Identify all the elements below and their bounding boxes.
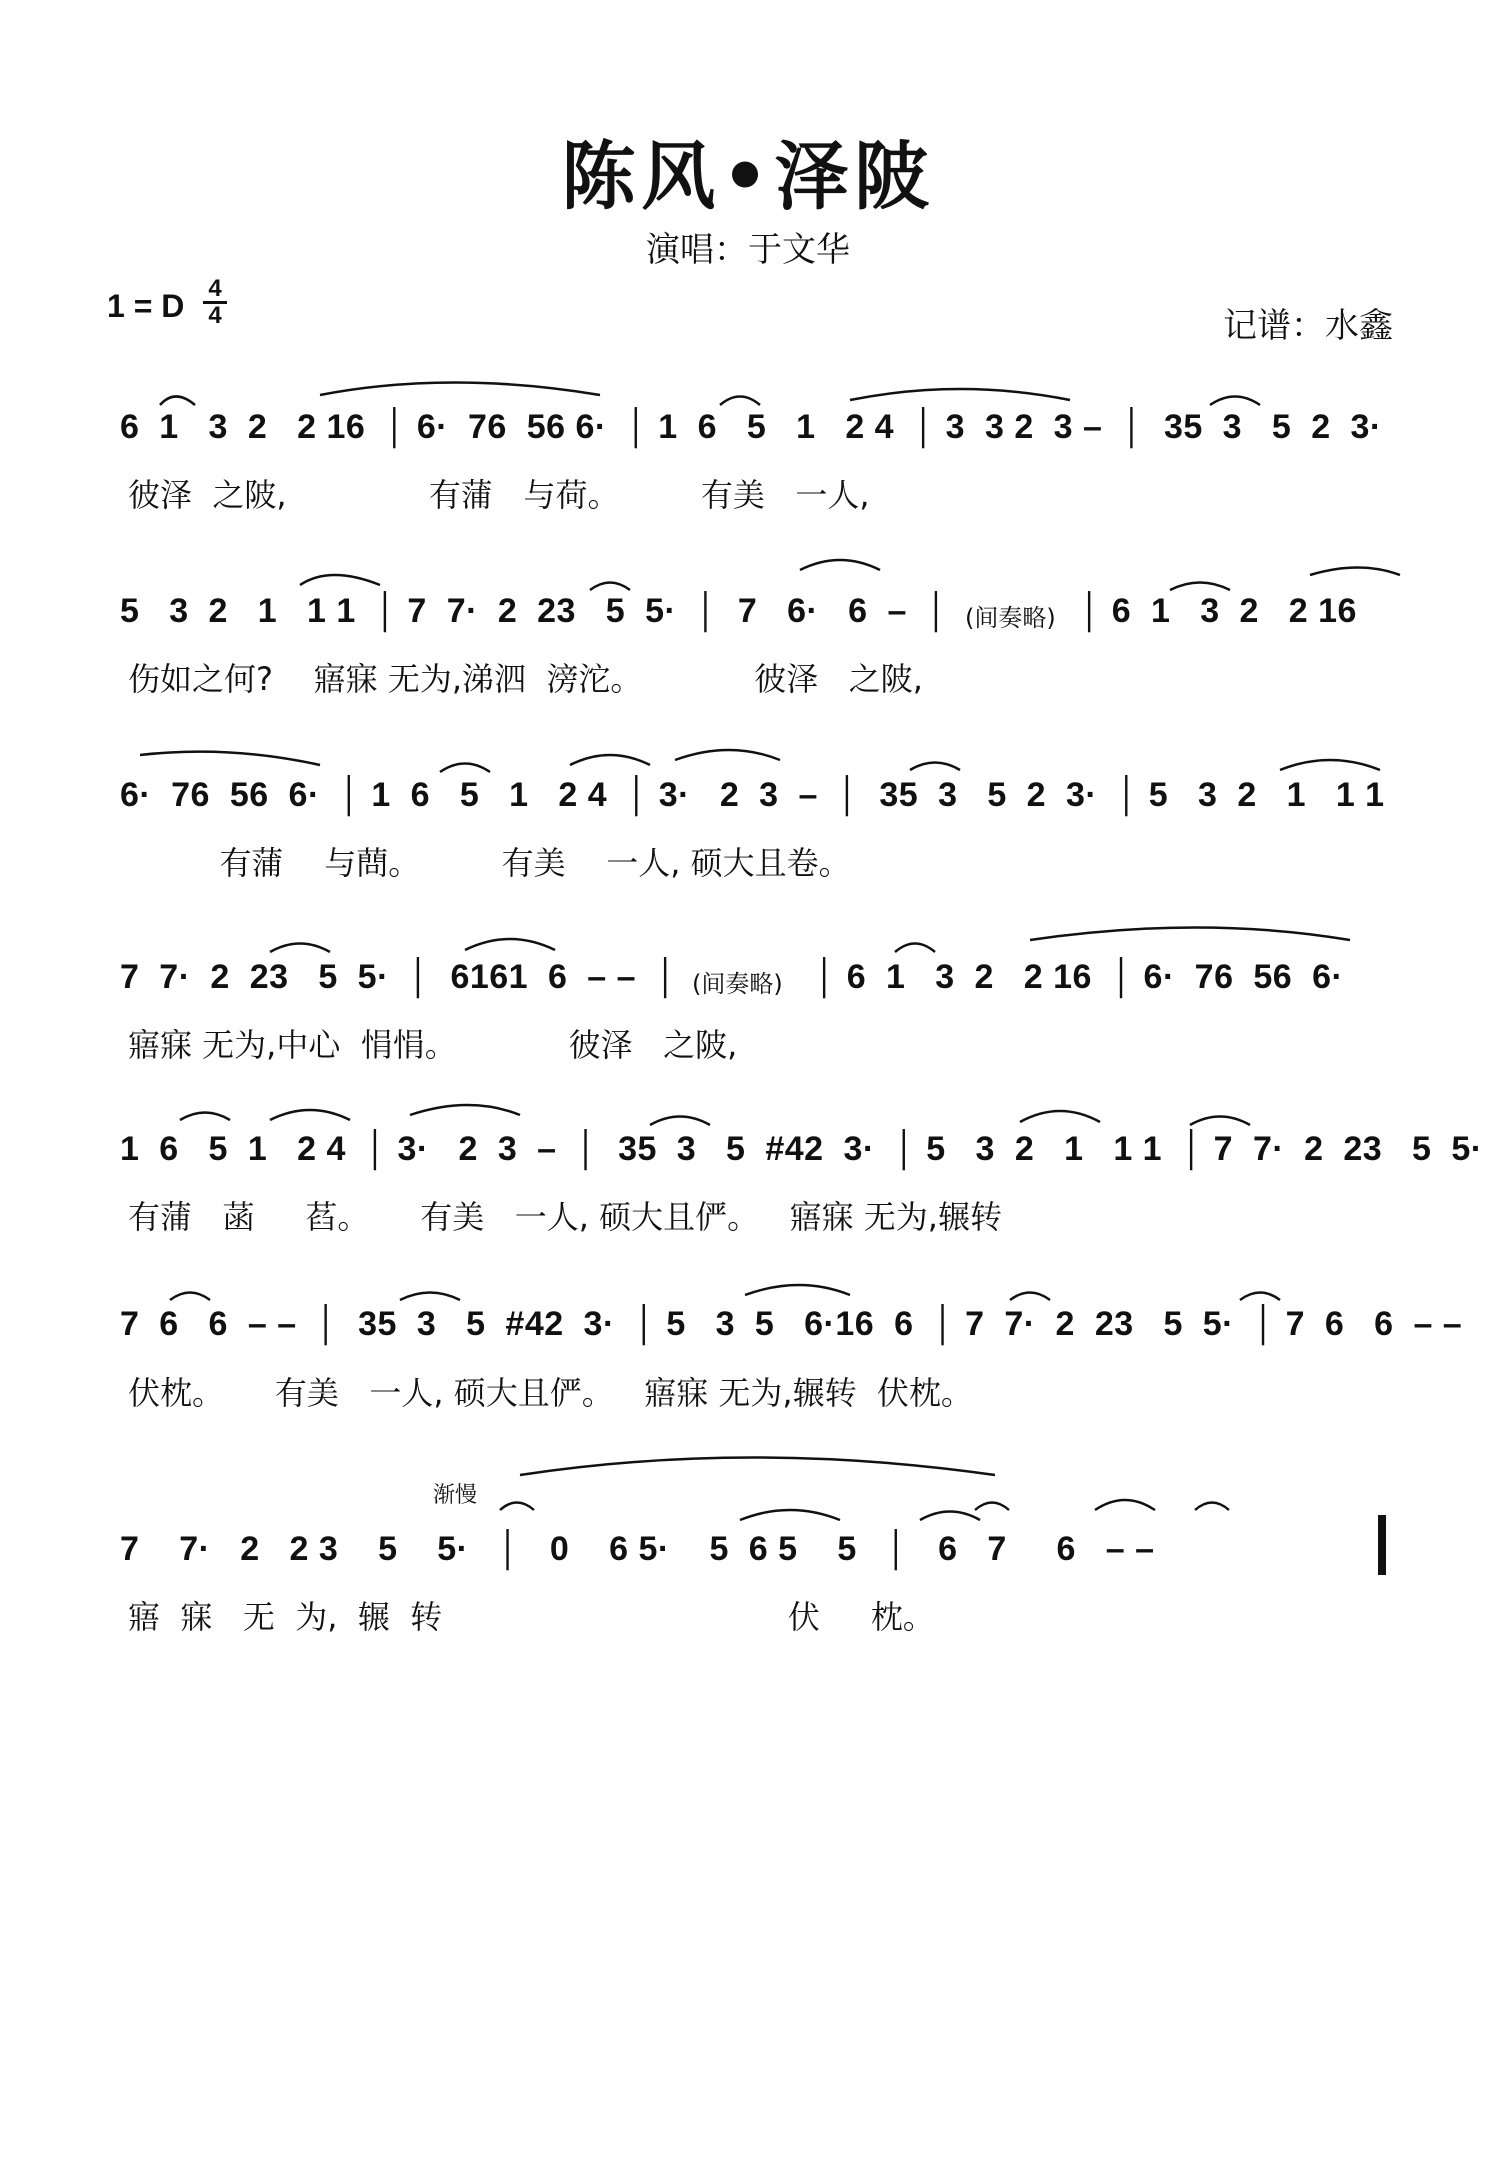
lyric-line-4: 寤寐 无为,中心 悁悁。 彼泽 之陂, (128, 1026, 738, 1064)
notation-line-1: 6 1 3 2 2 16 │ 6· 76 56 6· │ 1 6 5 1 2 4 │ 3 3 2 3 – │ 35 3 5 2 3· (120, 408, 1382, 446)
lyric-line-7: 寤 寐 无 为, 辗 转 伏 枕。 (128, 1598, 935, 1636)
lyric-line-5: 有蒲 菡 萏。 有美 一人, 硕大且俨。 寤寐 无为,辗转 (128, 1198, 1002, 1236)
notation-line-4b: │ 6 1 3 2 2 16 │ 6· 76 56 6· (815, 958, 1344, 996)
tempo-marking: 渐慢 (433, 1483, 478, 1508)
singer-credit: 演唱：于文华 (646, 230, 850, 270)
notation-line-7: 7 7· 2 2 3 5 5· │ 0 6 5· 5 6 5 5 │ 6 7 6 – – (120, 1530, 1155, 1568)
lyric-line-1: 彼泽 之陂, 有蒲 与荷。 有美 一人, (128, 476, 870, 514)
notation-line-4: 7 7· 2 23 5 5· │ 6161 6 – – │ (120, 958, 678, 996)
song-title: 陈风•泽陂 (561, 134, 935, 220)
notation-line-3: 6· 76 56 6· │ 1 6 5 1 2 4 │ 3· 2 3 – │ 35 3 5 2 3· │ 5 3 2 1 1 1 (120, 776, 1385, 814)
time-signature-top: 4 (208, 275, 222, 302)
time-signature-bottom: 4 (208, 302, 222, 329)
final-barline (1378, 1515, 1386, 1575)
notation-line-6: 7 6 6 – – │ 35 3 5 #42 3· │ 5 3 5 6·16 6 │ 7 7· 2 23 5 5· │ 7 6 6 – – (120, 1305, 1463, 1343)
interlude-label-2: (间奏略) (692, 970, 783, 998)
notation-line-2: 5 3 2 1 1 1 │ 7 7· 2 23 5 5· │ 7 6· 6 – │ (120, 592, 949, 630)
lyric-line-6: 伏枕。 有美 一人, 硕大且俨。 寤寐 无为,辗转 伏枕。 (128, 1374, 973, 1412)
transcriber-credit: 记谱：水鑫 (1223, 306, 1393, 346)
interlude-label-1: (间奏略) (965, 604, 1056, 632)
lyric-line-2: 伤如之何? 寤寐 无为,涕泗 滂沱。 彼泽 之陂, (128, 660, 923, 698)
key-signature: 1 = D (107, 288, 185, 324)
notation-line-5: 1 6 5 1 2 4 │ 3· 2 3 – │ 35 3 5 #42 3· │ 5 3 2 1 1 1 │ 7 7· 2 23 5 5· (120, 1130, 1483, 1168)
notation-line-2b: │ 6 1 3 2 2 16 (1080, 592, 1357, 630)
lyric-line-3: 有蒲 与蔄。 有美 一人, 硕大且卷。 (128, 844, 851, 882)
